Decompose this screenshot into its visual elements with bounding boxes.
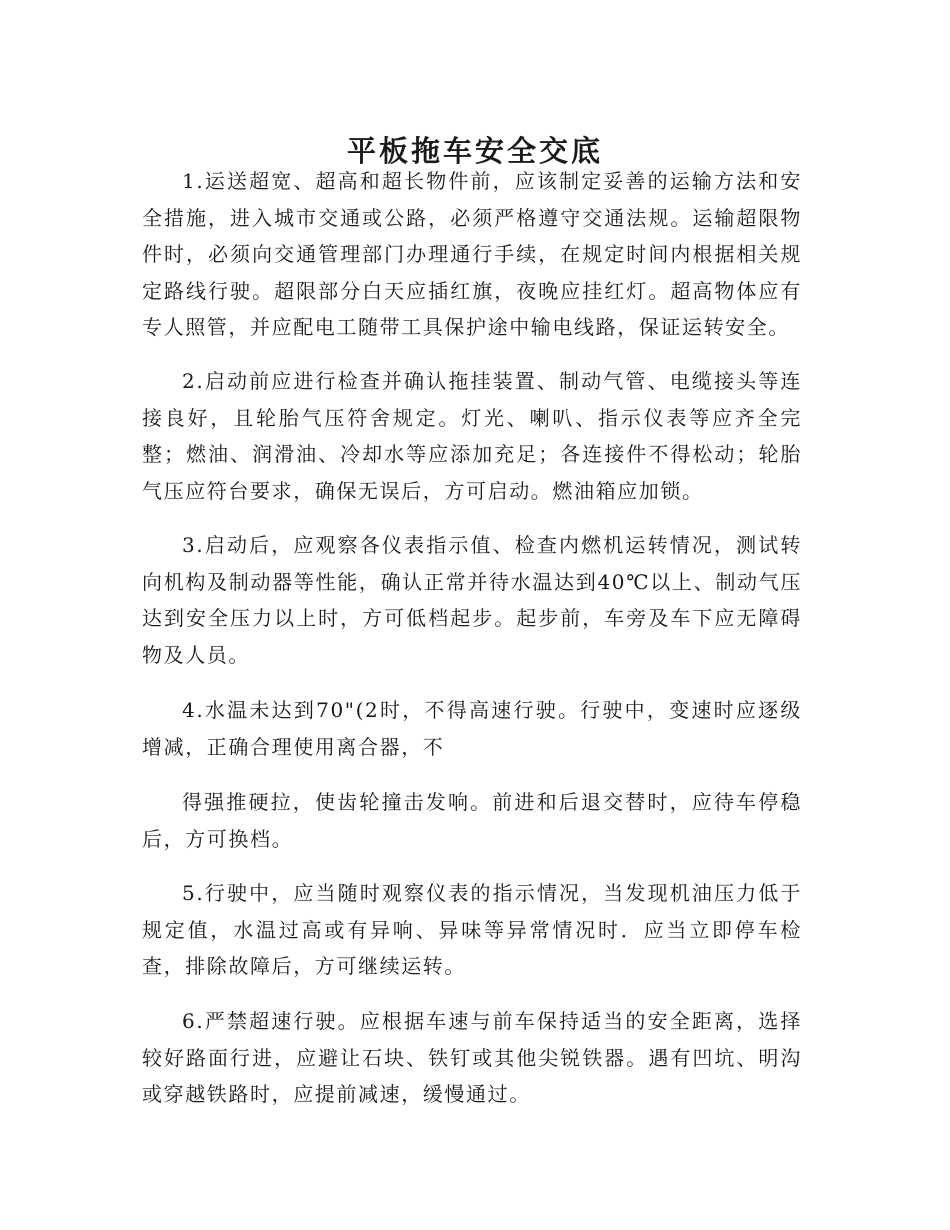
paragraph-4-continued: 得强推硬拉，使齿轮撞击发响。前进和后退交替时，应待车停稳后，方可换档。 [142, 790, 802, 851]
paragraph-2: 2.启动前应进行检查并确认拖挂装置、制动气管、电缆接头等连接良好，且轮胎气压符舍规定。灯光、喇叭、指示仪表等应齐全完整；燃油、润滑油、冷却水等应添加充足；各连接件不得松动；轮胎气压应符台要求，确保无误后，方可启动。燃油箱应加锁。 [142, 369, 802, 503]
paragraph-5: 5.行驶中，应当随时观察仪表的指示情况，当发现机油压力低于规定值，水温过高或有异响、异味等异常情况时．应当立即停车检查，排除故障后，方可继续运转。 [142, 881, 802, 978]
paragraph-4: 4.水温未达到70"(2时，不得高速行驶。行驶中，变速时应逐级增减，正确合理使用离合器，不 [142, 698, 802, 759]
paragraph-1: 1.运送超宽、超高和超长物件前，应该制定妥善的运输方法和安全措施，进入城市交通或公路，必须严格遵守交通法规。运输超限物件时，必须向交通管理部门办理通行手续，在规定时间内根据相关规定路线行驶。超限部分白天应插红旗，夜晚应挂红灯。超高物体应有专人照管，并应配电工随带工具保护途中输电线路，保证运转安全。 [142, 169, 802, 339]
paragraph-3: 3.启动后，应观察各仪表指示值、检查内燃机运转情况，测试转向机构及制动器等性能，确认正常并待水温达到40℃以上、制动气压达到安全压力以上时，方可低档起步。起步前，车旁及车下应无障碍物及人员。 [142, 533, 802, 667]
paragraph-6: 6.严禁超速行驶。应根据车速与前车保持适当的安全距离，选择较好路面行进，应避让石块、铁钉或其他尖锐铁器。遇有凹坑、明沟或穿越铁路时，应提前减速，缓慢通过。 [142, 1009, 802, 1106]
document-title: 平板拖车安全交底 [346, 134, 603, 169]
